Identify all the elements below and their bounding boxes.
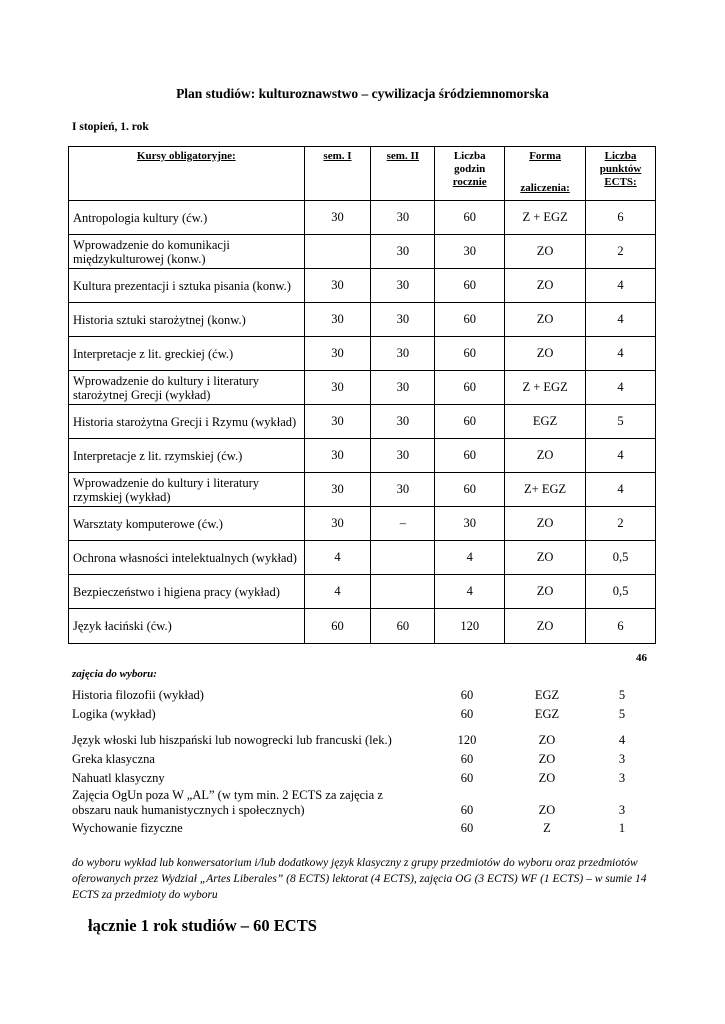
course-name: Wprowadzenie do kultury i literatury starożytnej Grecji (wykład): [69, 371, 305, 405]
annual-hours: 30: [435, 507, 505, 541]
sem1-hours: 4: [304, 575, 371, 609]
sem2-hours: 30: [371, 303, 435, 337]
obligatory-courses-table: [68, 146, 656, 644]
ects-points: 2: [586, 507, 656, 541]
course-name: Ochrona własności intelektualnych (wykład): [69, 541, 305, 575]
elective-form: Z: [543, 821, 551, 835]
course-name: Antropologia kultury (ćw.): [69, 201, 305, 235]
sem1-hours: 30: [304, 473, 371, 507]
elective-form: EGZ: [534, 707, 560, 721]
table-row: [69, 371, 656, 405]
elective-ects: 5: [618, 707, 626, 721]
course-name: Bezpieczeństwo i higiena pracy (wykład): [69, 575, 305, 609]
annual-hours: 60: [435, 439, 505, 473]
completion-form: EGZ: [505, 405, 586, 439]
elective-ects: 3: [618, 803, 626, 817]
sem2-hours: 30: [371, 371, 435, 405]
sem2-hours: –: [371, 507, 435, 541]
sem2-hours: 60: [371, 609, 435, 644]
ects-points: 6: [586, 201, 656, 235]
sem1-hours: 30: [304, 439, 371, 473]
document-title: Plan studiów: kulturoznawstwo – cywilizacja śródziemnomorska: [176, 86, 549, 101]
completion-form: Z+ EGZ: [505, 473, 586, 507]
elective-hours: 60: [460, 803, 474, 817]
completion-form: ZO: [505, 609, 586, 644]
elective-form: EGZ: [534, 688, 560, 702]
ects-points: 4: [586, 371, 656, 405]
header-sem2: sem. II: [371, 147, 435, 201]
elective-hours: 120: [457, 733, 477, 747]
elective-form: ZO: [538, 771, 556, 785]
elective-name: Nahuatl klasyczny: [72, 771, 165, 785]
table-row: [69, 575, 656, 609]
completion-form: ZO: [505, 303, 586, 337]
sem2-hours: [371, 575, 435, 609]
header-sem1: sem. I: [304, 147, 371, 201]
course-name: Interpretacje z lit. greckiej (ćw.): [69, 337, 305, 371]
ects-points: 6: [586, 609, 656, 644]
elective-name: Greka klasyczna: [72, 752, 155, 766]
sem2-hours: 30: [371, 235, 435, 269]
sem2-hours: 30: [371, 337, 435, 371]
table-row: [69, 405, 656, 439]
annual-hours: 120: [435, 609, 505, 644]
elective-ects: 1: [618, 821, 626, 835]
sem2-hours: 30: [371, 201, 435, 235]
annual-hours: 60: [435, 269, 505, 303]
annual-hours: 4: [435, 575, 505, 609]
sem2-hours: 30: [371, 269, 435, 303]
elective-hours: 60: [460, 821, 474, 835]
sem1-hours: 30: [304, 201, 371, 235]
ects-points: 4: [586, 303, 656, 337]
sem1-hours: [304, 235, 371, 269]
total-ects: łącznie 1 rok studiów – 60 ECTS: [88, 916, 317, 935]
sem2-hours: [371, 541, 435, 575]
sem1-hours: 60: [304, 609, 371, 644]
course-name: Wprowadzenie do komunikacji międzykulturowej (konw.): [69, 235, 305, 269]
elective-form: ZO: [538, 803, 556, 817]
completion-form: ZO: [505, 269, 586, 303]
annual-hours: 60: [435, 405, 505, 439]
sem1-hours: 30: [304, 269, 371, 303]
sem2-hours: 30: [371, 439, 435, 473]
ects-sum: 46: [636, 652, 647, 664]
elective-hours: 60: [460, 752, 474, 766]
ects-points: 4: [586, 439, 656, 473]
annual-hours: 60: [435, 303, 505, 337]
ects-points: 2: [586, 235, 656, 269]
completion-form: ZO: [505, 507, 586, 541]
electives-note: do wyboru wykład lub konwersatorium i/lub dodatkowy język klasyczny z grupy przedmiotów do wyboru oraz przedmiotów oferowanych przez Wydział „Artes Liberales” (8 ECTS) lektorat (4 ECTS), zajęcia OG (3 ECTS) WF (1 ECTS) – w sumie 14 ECTS za przedmioty do wyboru: [72, 857, 647, 901]
elective-name: Zajęcia OgUn poza W „AL” (w tym min. 2 ECTS za zajęcia z obszaru nauk humanistycznych i społecznych): [72, 788, 383, 817]
table-row: [69, 337, 656, 371]
sem1-hours: 30: [304, 507, 371, 541]
elective-ects: 3: [618, 752, 626, 766]
course-name: Historia starożytna Grecji i Rzymu (wykład): [69, 405, 305, 439]
ects-points: 0,5: [586, 575, 656, 609]
table-row: [69, 473, 656, 507]
sem1-hours: 30: [304, 303, 371, 337]
annual-hours: 30: [435, 235, 505, 269]
table-row: [69, 439, 656, 473]
completion-form: ZO: [505, 337, 586, 371]
table-header-row: [69, 147, 656, 201]
table-row: [69, 303, 656, 337]
completion-form: ZO: [505, 439, 586, 473]
course-name: Historia sztuki starożytnej (konw.): [69, 303, 305, 337]
annual-hours: 60: [435, 371, 505, 405]
course-name: Kultura prezentacji i sztuka pisania (konw.): [69, 269, 305, 303]
annual-hours: 4: [435, 541, 505, 575]
completion-form: Z + EGZ: [505, 371, 586, 405]
completion-form: Z + EGZ: [505, 201, 586, 235]
table-row: [69, 609, 656, 644]
document-subtitle: I stopień, 1. rok: [72, 121, 149, 133]
completion-form: ZO: [505, 541, 586, 575]
elective-ects: 3: [618, 771, 626, 785]
header-ects: Liczba punktów ECTS:: [586, 147, 656, 201]
elective-ects: 4: [618, 733, 626, 747]
header-hours: Liczba godzin rocznie: [435, 147, 505, 201]
annual-hours: 60: [435, 473, 505, 507]
sem1-hours: 30: [304, 337, 371, 371]
header-course: Kursy obligatoryjne:: [69, 147, 305, 201]
completion-form: ZO: [505, 235, 586, 269]
header-form: Forma zaliczenia:: [505, 147, 586, 201]
table-row: [69, 269, 656, 303]
elective-name: Historia filozofii (wykład): [72, 688, 204, 702]
ects-points: 4: [586, 337, 656, 371]
course-name: Język łaciński (ćw.): [69, 609, 305, 644]
elective-hours: 60: [460, 707, 474, 721]
completion-form: ZO: [505, 575, 586, 609]
elective-form: ZO: [538, 752, 556, 766]
sem1-hours: 30: [304, 371, 371, 405]
elective-ects: 5: [618, 688, 626, 702]
elective-form: ZO: [538, 733, 556, 747]
table-row: [69, 235, 656, 269]
ects-points: 4: [586, 473, 656, 507]
table-row: [69, 541, 656, 575]
ects-points: 4: [586, 269, 656, 303]
elective-name: Logika (wykład): [72, 707, 156, 721]
sem1-hours: 30: [304, 405, 371, 439]
electives-heading: zajęcia do wyboru:: [72, 668, 157, 680]
sem2-hours: 30: [371, 473, 435, 507]
ects-points: 0,5: [586, 541, 656, 575]
sem2-hours: 30: [371, 405, 435, 439]
course-name: Wprowadzenie do kultury i literatury rzymskiej (wykład): [69, 473, 305, 507]
annual-hours: 60: [435, 201, 505, 235]
table-row: [69, 201, 656, 235]
elective-name: Wychowanie fizyczne: [72, 821, 183, 835]
table-row: [69, 507, 656, 541]
elective-hours: 60: [460, 771, 474, 785]
sem1-hours: 4: [304, 541, 371, 575]
annual-hours: 60: [435, 337, 505, 371]
elective-hours: 60: [460, 688, 474, 702]
course-name: Warsztaty komputerowe (ćw.): [69, 507, 305, 541]
course-name: Interpretacje z lit. rzymskiej (ćw.): [69, 439, 305, 473]
ects-points: 5: [586, 405, 656, 439]
elective-name: Język włoski lub hiszpański lub nowogrecki lub francuski (lek.): [72, 733, 392, 747]
